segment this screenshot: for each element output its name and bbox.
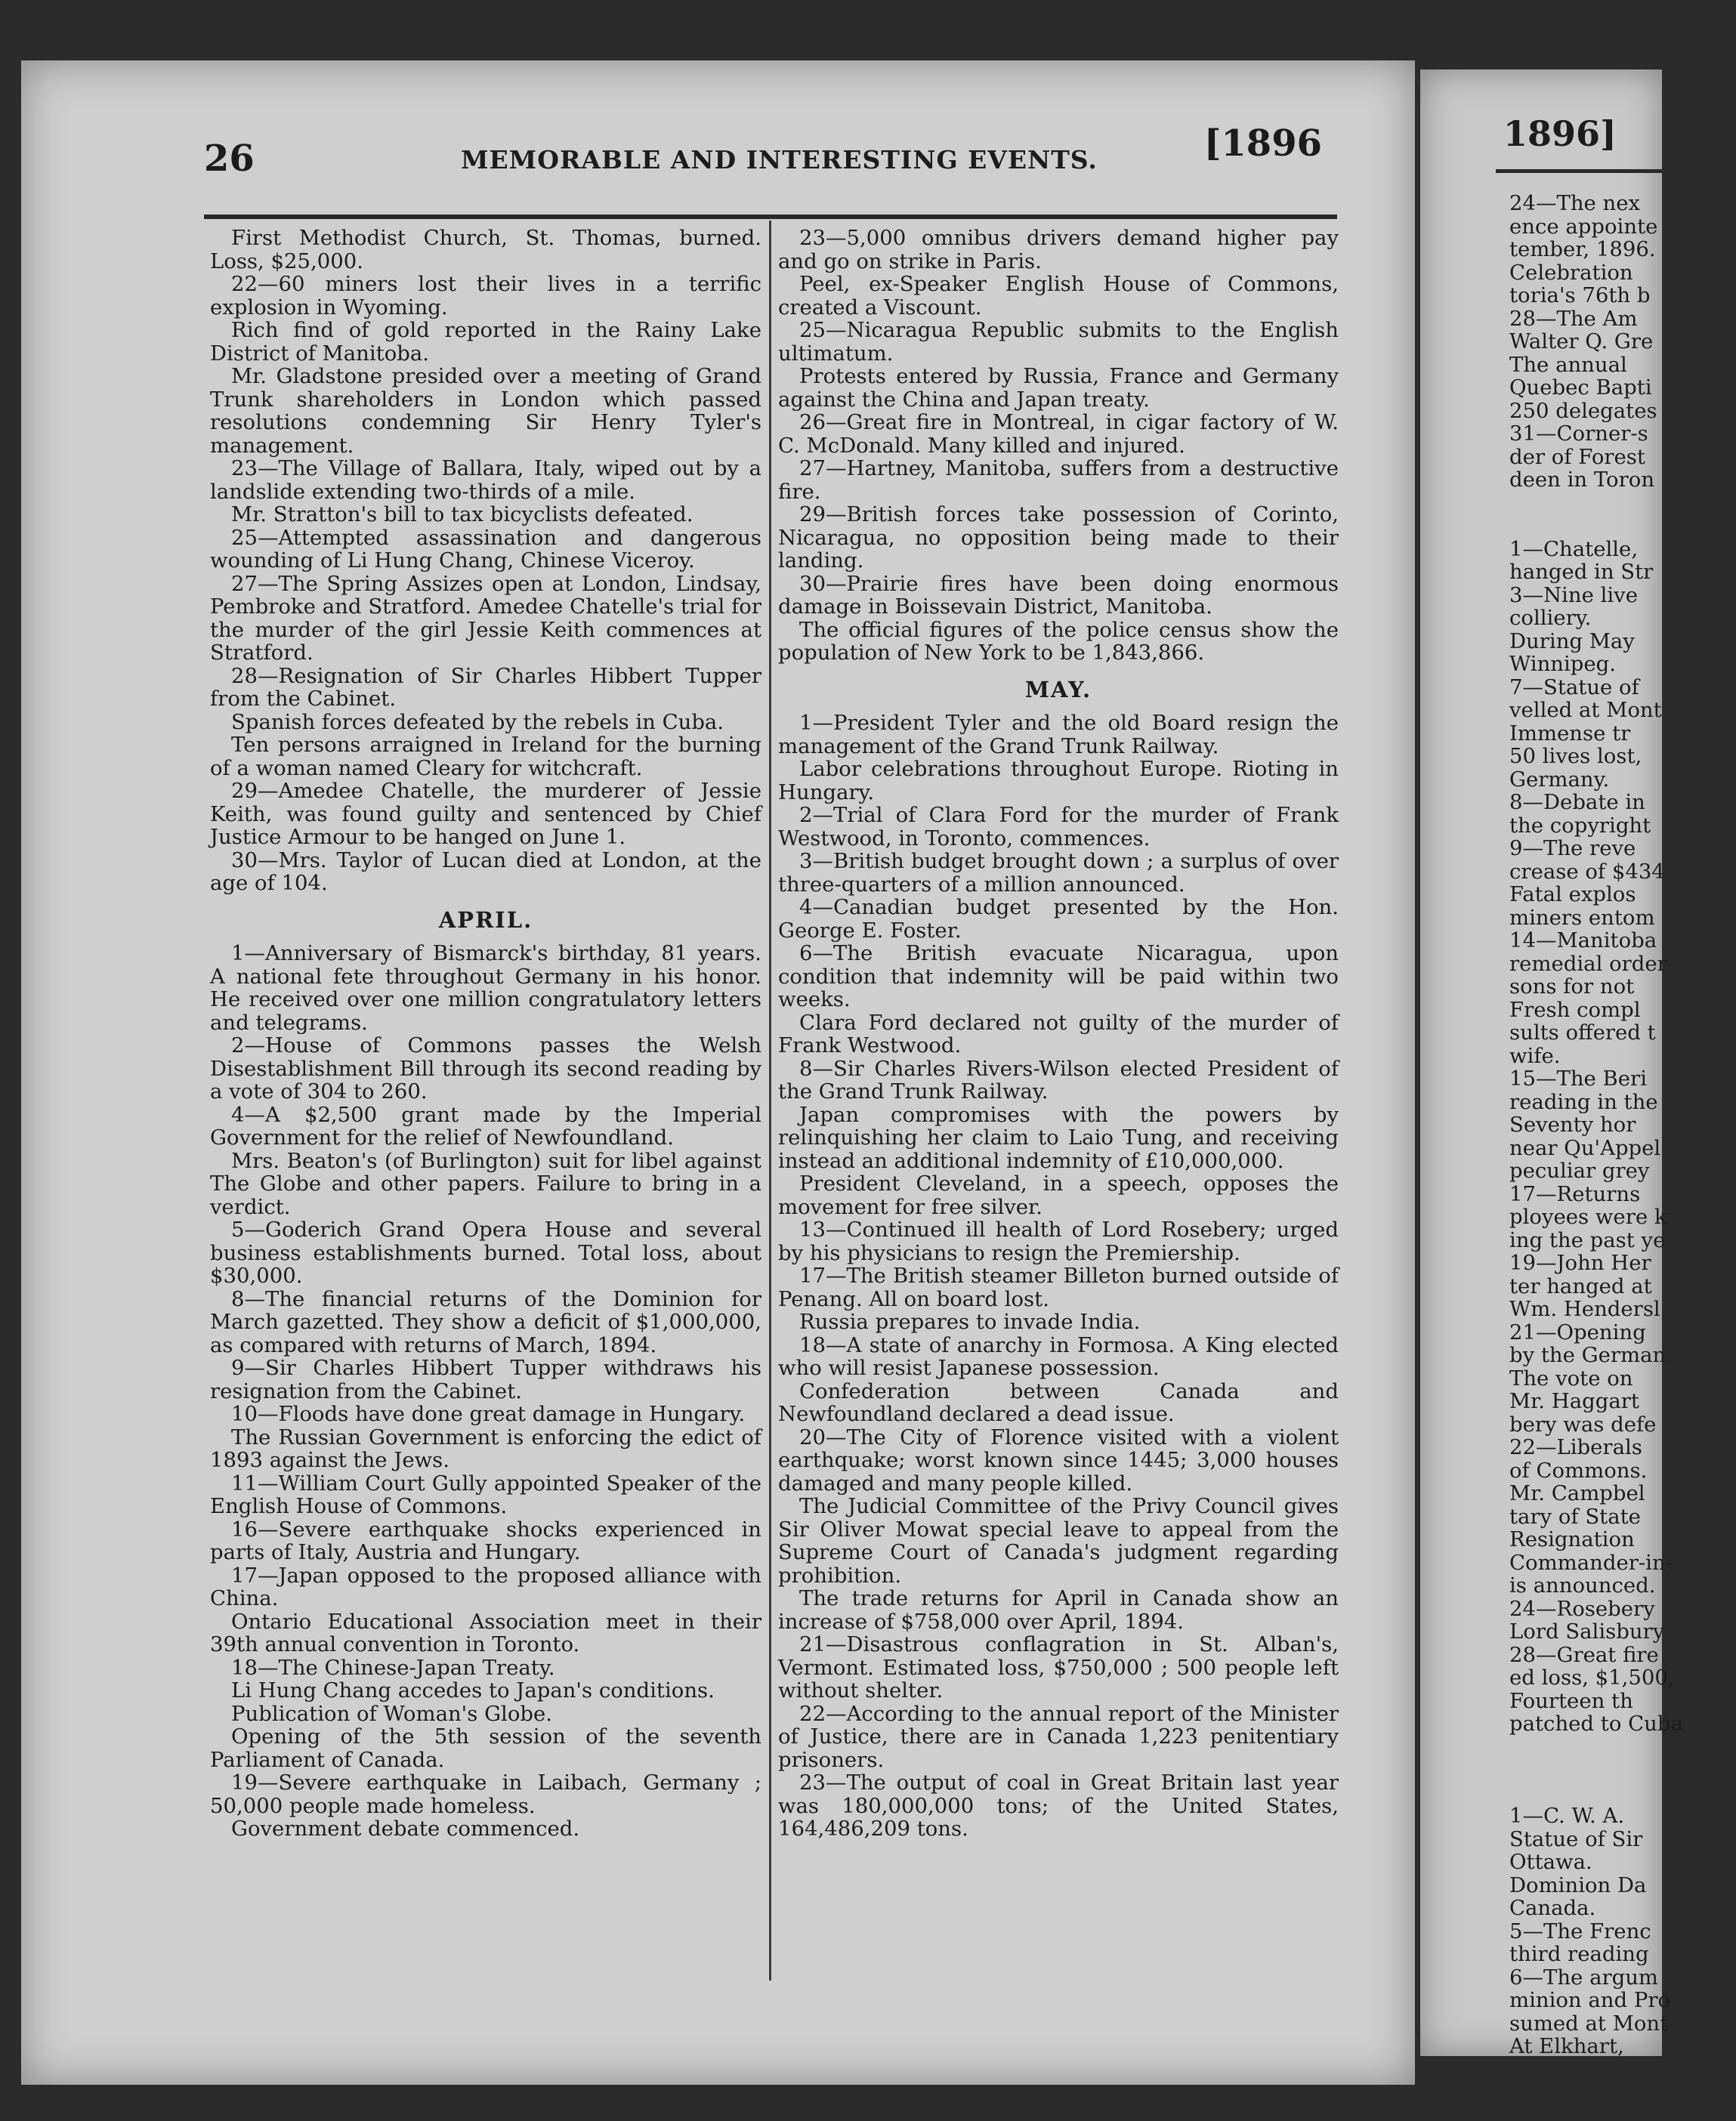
event-paragraph: 30—Mrs. Taylor of Lucan died at London, at the age of 104. [210,847,761,895]
right-page-line: ence appointe [1509,214,1658,239]
right-page-line: bery was defe [1509,1412,1657,1437]
event-paragraph: Opening of the 5th session of the seventh Parliament of Canada. [210,1724,761,1772]
right-page-line: der of Forest [1509,444,1645,469]
event-paragraph: 10—Floods have done great damage in Hungary. [231,1402,746,1426]
right-page-line: velled at Mont [1509,698,1662,722]
right-page-line: Statue of Sir [1509,1826,1643,1851]
event-paragraph: Labor celebrations throughout Europe. Rioting in Hungary. [778,757,1339,804]
right-page-line: near Qu'Appel [1509,1135,1661,1160]
event-paragraph: Rich find of gold reported in the Rainy Lake District of Manitoba. [210,318,761,366]
event-paragraph: 21—Disastrous conflagration in St. Alban's, Vermont. Estimated loss, $750,000 ; 500 people left without shelter. [778,1632,1339,1703]
right-page-line: ployees were k [1509,1205,1667,1229]
right-page-line: toria's 76th b [1509,283,1651,307]
event-paragraph: Russia prepares to invade India. [799,1310,1141,1334]
event-paragraph: Mrs. Beaton's (of Burlington) suit for libel against The Globe and other papers. Failure to bring in a verdict. [210,1148,761,1219]
event-paragraph: Government debate commenced. [231,1817,580,1841]
event-paragraph: 18—A state of anarchy in Formosa. A King elected who will resist Japanese possession. [778,1332,1339,1380]
event-paragraph: 27—The Spring Assizes open at London, Lindsay, Pembroke and Stratford. Amedee Chatelle's trial for the murder of the girl Jessie Keith commences at Stratford. [210,571,761,665]
right-page-line: Mr. Haggart [1509,1389,1639,1413]
right-page-line: Canada. [1509,1896,1596,1920]
event-paragraph: 23—The Village of Ballara, Italy, wiped out by a landslide extending two-thirds of a mile. [210,456,761,504]
event-paragraph: 30—Prairie fires have been doing enormous damage in Boissevain District, Manitoba. [778,571,1339,619]
right-page-line: is announced. [1509,1573,1656,1598]
event-paragraph: 11—William Court Gully appointed Speaker of the English House of Commons. [210,1471,761,1518]
event-paragraph: Peel, ex-Speaker English House of Commons, created a Viscount. [778,272,1339,320]
right-page-line: ing the past ye [1509,1227,1666,1252]
right-page-line: 3—Nine live [1509,582,1638,607]
page-number: 26 [204,137,255,180]
right-page-line: 14—Manitoba [1509,928,1657,952]
event-paragraph: 18—The Chinese-Japan Treaty. [231,1655,555,1680]
event-paragraph: 26—Great fire in Montreal, in cigar factory of W. C. McDonald. Many killed and injured. [778,410,1339,458]
right-page-line: The vote on [1509,1366,1633,1391]
right-page-line: Immense tr [1509,721,1631,746]
month-heading: MAY. [1024,676,1092,702]
right-page-line: hanged in Str [1509,560,1654,584]
right-page-line: At Elkhart, [1509,2034,1624,2058]
event-paragraph: 17—Japan opposed to the proposed alliance with China. [210,1563,761,1610]
right-page-column [1509,192,1736,2058]
event-paragraph: 23—The output of coal in Great Britain last year was 180,000,000 tons; of the United States, 164,486,209 tons. [778,1771,1339,1841]
right-page-line: 21—Opening [1509,1320,1646,1345]
right-page-line: 15—The Beri [1509,1067,1647,1091]
event-paragraph: 29—Amedee Chatelle, the murderer of Jessie Keith, was found guilty and sentenced by Chief Justice Armour to be hanged on June 1. [210,779,761,849]
right-page-line: Celebration [1509,260,1633,285]
right-page-line: the copyright [1509,813,1651,838]
event-paragraph: Protests entered by Russia, France and Germany against the China and Japan treaty. [778,364,1339,412]
right-page-line: 8—Debate in [1509,790,1645,814]
event-paragraph: Spanish forces defeated by the rebels in Cuba. [231,709,724,734]
right-page-line: of Commons. [1509,1458,1648,1483]
event-paragraph: Confederation between Canada and Newfoundland declared a dead issue. [778,1378,1339,1426]
right-page-line: wife. [1509,1043,1561,1068]
right-page-line: 250 delegates [1509,398,1657,423]
event-paragraph: Mr. Stratton's bill to tax bicyclists defeated. [231,502,693,526]
event-paragraph: 20—The City of Florence visited with a violent earthquake; worst known since 1445; 3,000 houses damaged and many people killed. [778,1425,1339,1496]
event-paragraph: 1—Anniversary of Bismarck's birthday, 81 years. A national fete throughout Germany in his honor. He received over one million congratulatory letters and telegrams. [210,941,761,1035]
right-page-line: 28—Great fire [1509,1642,1659,1667]
right-page-line: The annual [1509,352,1627,377]
left-column [210,227,761,1994]
right-page-line: During May [1509,628,1635,653]
event-paragraph: 19—Severe earthquake in Laibach, Germany ; 50,000 people made homeless. [210,1771,761,1818]
event-paragraph: 22—60 miners lost their lives in a terrific explosion in Wyoming. [210,272,761,320]
header-rule [204,215,1337,219]
right-page-line: Seventy hor [1509,1113,1636,1137]
right-page-line: 28—The Am [1509,306,1638,331]
event-paragraph: 29—British forces take possession of Corinto, Nicaragua, no opposition being made to their landing. [778,502,1339,573]
right-page-line: 31—Corner-s [1509,421,1648,446]
right-page-line: 50 lives lost, [1509,744,1642,768]
month-heading: APRIL. [438,906,533,933]
event-paragraph: The Russian Government is enforcing the edict of 1893 against the Jews. [210,1425,761,1472]
right-page-line: sults offered t [1509,1020,1656,1045]
right-page-line: Winnipeg. [1509,652,1617,676]
right-page-line: Dominion Da [1509,1872,1647,1897]
right-page-line: Fourteen th [1509,1688,1633,1713]
right-page-line [1509,514,1736,538]
right-page-line: Mr. Campbel [1509,1481,1645,1505]
right-page-line [1509,1782,1736,1805]
right-page-line: 19—John Her [1509,1251,1651,1275]
event-paragraph: 25—Nicaragua Republic submits to the English ultimatum. [778,318,1339,366]
right-page-line: 9—The reve [1509,836,1636,860]
right-page-line: tember, 1896. [1509,237,1656,261]
right-page-line: 24—The nex [1509,191,1641,215]
event-paragraph: 5—Goderich Grand Opera House and several business establishments burned. Total loss, about $30,000. [210,1218,761,1288]
right-page-line: 22—Liberals [1509,1435,1642,1459]
year-mark: [1896 [1203,122,1322,165]
right-page-line: reading in the [1509,1089,1658,1114]
event-paragraph: 28—Resignation of Sir Charles Hibbert Tupper from the Cabinet. [210,663,761,711]
right-page-line: 5—The Frenc [1509,1919,1651,1943]
right-page-line: by the German [1509,1343,1666,1367]
right-page-line: peculiar grey [1509,1159,1650,1183]
event-paragraph: Mr. Gladstone presided over a meeting of Grand Trunk shareholders in London which passed resolutions condemning Sir Henry Tyler's management. [210,364,761,458]
right-page-line: Quebec Bapti [1509,375,1652,400]
right-page-line: tary of State [1509,1504,1641,1529]
event-paragraph: Ontario Educational Association meet in their 39th annual convention in Toronto. [210,1609,761,1656]
event-paragraph: 4—Canadian budget presented by the Hon. George E. Foster. [778,895,1339,943]
right-header-rule [1496,169,1677,173]
right-page-line: Commander-in- [1509,1550,1673,1575]
right-page-line: deen in Toron [1509,468,1655,492]
event-paragraph: Li Hung Chang accedes to Japan's conditions. [231,1678,715,1703]
event-paragraph: 2—House of Commons passes the Welsh Disestablishment Bill through its second reading by a vote of 304 to 260. [210,1033,761,1104]
right-page-line: Fresh compl [1509,997,1641,1022]
right-page-line: Resignation [1509,1527,1635,1551]
event-paragraph: The official figures of the police census show the population of New York to be 1,843,866. [778,617,1339,665]
right-page-line [1509,492,1736,515]
right-page-line: minion and Pro [1509,1988,1671,2012]
event-paragraph: 9—Sir Charles Hibbert Tupper withdraws his resignation from the Cabinet. [210,1356,761,1403]
event-paragraph: 4—A $2,500 grant made by the Imperial Government for the relief of Newfoundland. [210,1102,761,1150]
right-page-line: sons for not [1509,974,1635,999]
event-paragraph: First Methodist Church, St. Thomas, burned. Loss, $25,000. [210,226,761,273]
event-paragraph: The trade returns for April in Canada show an increase of $758,000 over April, 1894. [778,1586,1339,1634]
event-paragraph: 23—5,000 omnibus drivers demand higher pay and go on strike in Paris. [778,226,1339,273]
event-paragraph: Clara Ford declared not guilty of the murder of Frank Westwood. [778,1010,1339,1057]
right-page-line: sumed at Mont [1509,2011,1669,2036]
column-divider [769,221,771,1981]
event-paragraph: Publication of Woman's Globe. [231,1701,553,1726]
right-page-line: Fatal explos [1509,882,1636,906]
running-head: MEMORABLE AND INTERESTING EVENTS. [461,145,1098,174]
right-page-line: patched to Cuba [1509,1712,1683,1736]
right-page-line: 24—Rosebery [1509,1596,1655,1621]
right-page [1420,69,1683,2058]
event-paragraph: 13—Continued ill health of Lord Rosebery; urged by his physicians to resign the Premiership. [778,1218,1339,1265]
event-paragraph: 1—President Tyler and the old Board resign the management of the Grand Trunk Railway. [778,711,1339,758]
event-paragraph: President Cleveland, in a speech, opposes the movement for free silver. [778,1172,1339,1219]
right-page-line: Germany. [1509,767,1610,792]
event-paragraph: 17—The British steamer Billeton burned outside of Penang. All on board lost. [778,1264,1339,1311]
right-page-line: 17—Returns [1509,1181,1641,1206]
right-page-line: ter hanged at [1509,1274,1652,1298]
right-page-line: Lord Salisbury [1509,1619,1665,1644]
right-page-line: ed loss, $1,500, [1509,1666,1675,1690]
right-column [778,227,1339,1994]
right-page-line: 1—C. W. A. [1509,1804,1625,1828]
event-paragraph: 6—The British evacuate Nicaragua, upon condition that indemnity will be paid within two weeks. [778,941,1339,1011]
event-paragraph: 27—Hartney, Manitoba, suffers from a destructive fire. [778,456,1339,504]
event-paragraph: 16—Severe earthquake shocks experienced in parts of Italy, Austria and Hungary. [210,1517,761,1564]
right-page-line: 1—Chatelle, [1509,536,1639,561]
right-page-line: Ottawa. [1509,1850,1592,1874]
right-page-line [1509,1758,1736,1782]
right-page-line: 7—Statue of [1509,675,1639,699]
right-page-year-mark: 1896] [1503,113,1617,154]
event-paragraph: 8—The financial returns of the Dominion for March gazetted. They show a deficit of $1,000,000, as compared with returns of March, 1894. [210,1286,761,1357]
page-header [204,122,1322,183]
event-paragraph: 22—According to the annual report of the Minister of Justice, there are in Canada 1,223 penitentiary prisoners. [778,1701,1339,1772]
event-paragraph: 2—Trial of Clara Ford for the murder of Frank Westwood, in Toronto, commences. [778,803,1339,851]
right-page-line: colliery. [1509,606,1592,630]
right-page-line: third reading [1509,1942,1649,1966]
right-page-line: Walter Q. Gre [1509,329,1654,354]
event-paragraph: The Judicial Committee of the Privy Council gives Sir Oliver Mowat special leave to appeal from the Supreme Court of Canada's judgment regarding prohibition. [778,1494,1339,1588]
right-page-line: crease of $434 [1509,859,1665,884]
right-page-line: 6—The argum [1509,1965,1658,1990]
event-paragraph: 8—Sir Charles Rivers-Wilson elected President of the Grand Trunk Railway. [778,1056,1339,1104]
right-page-line [1509,1736,1736,1759]
right-page-line: miners entom [1509,905,1655,930]
event-paragraph: Japan compromises with the powers by relinquishing her claim to Laio Tung, and receiving instead an additional indemnity of £10,000,000. [778,1102,1339,1173]
event-paragraph: 25—Attempted assassination and dangerous wounding of Li Hung Chang, Chinese Viceroy. [210,525,761,573]
event-paragraph: 3—British budget brought down ; a surplus of over three-quarters of a million announced. [778,849,1339,897]
event-paragraph: Ten persons arraigned in Ireland for the burning of a woman named Cleary for witchcraft. [210,733,761,780]
right-page-line: Wm. Hendersl [1509,1297,1660,1321]
right-page-line: remedial order [1509,951,1667,976]
